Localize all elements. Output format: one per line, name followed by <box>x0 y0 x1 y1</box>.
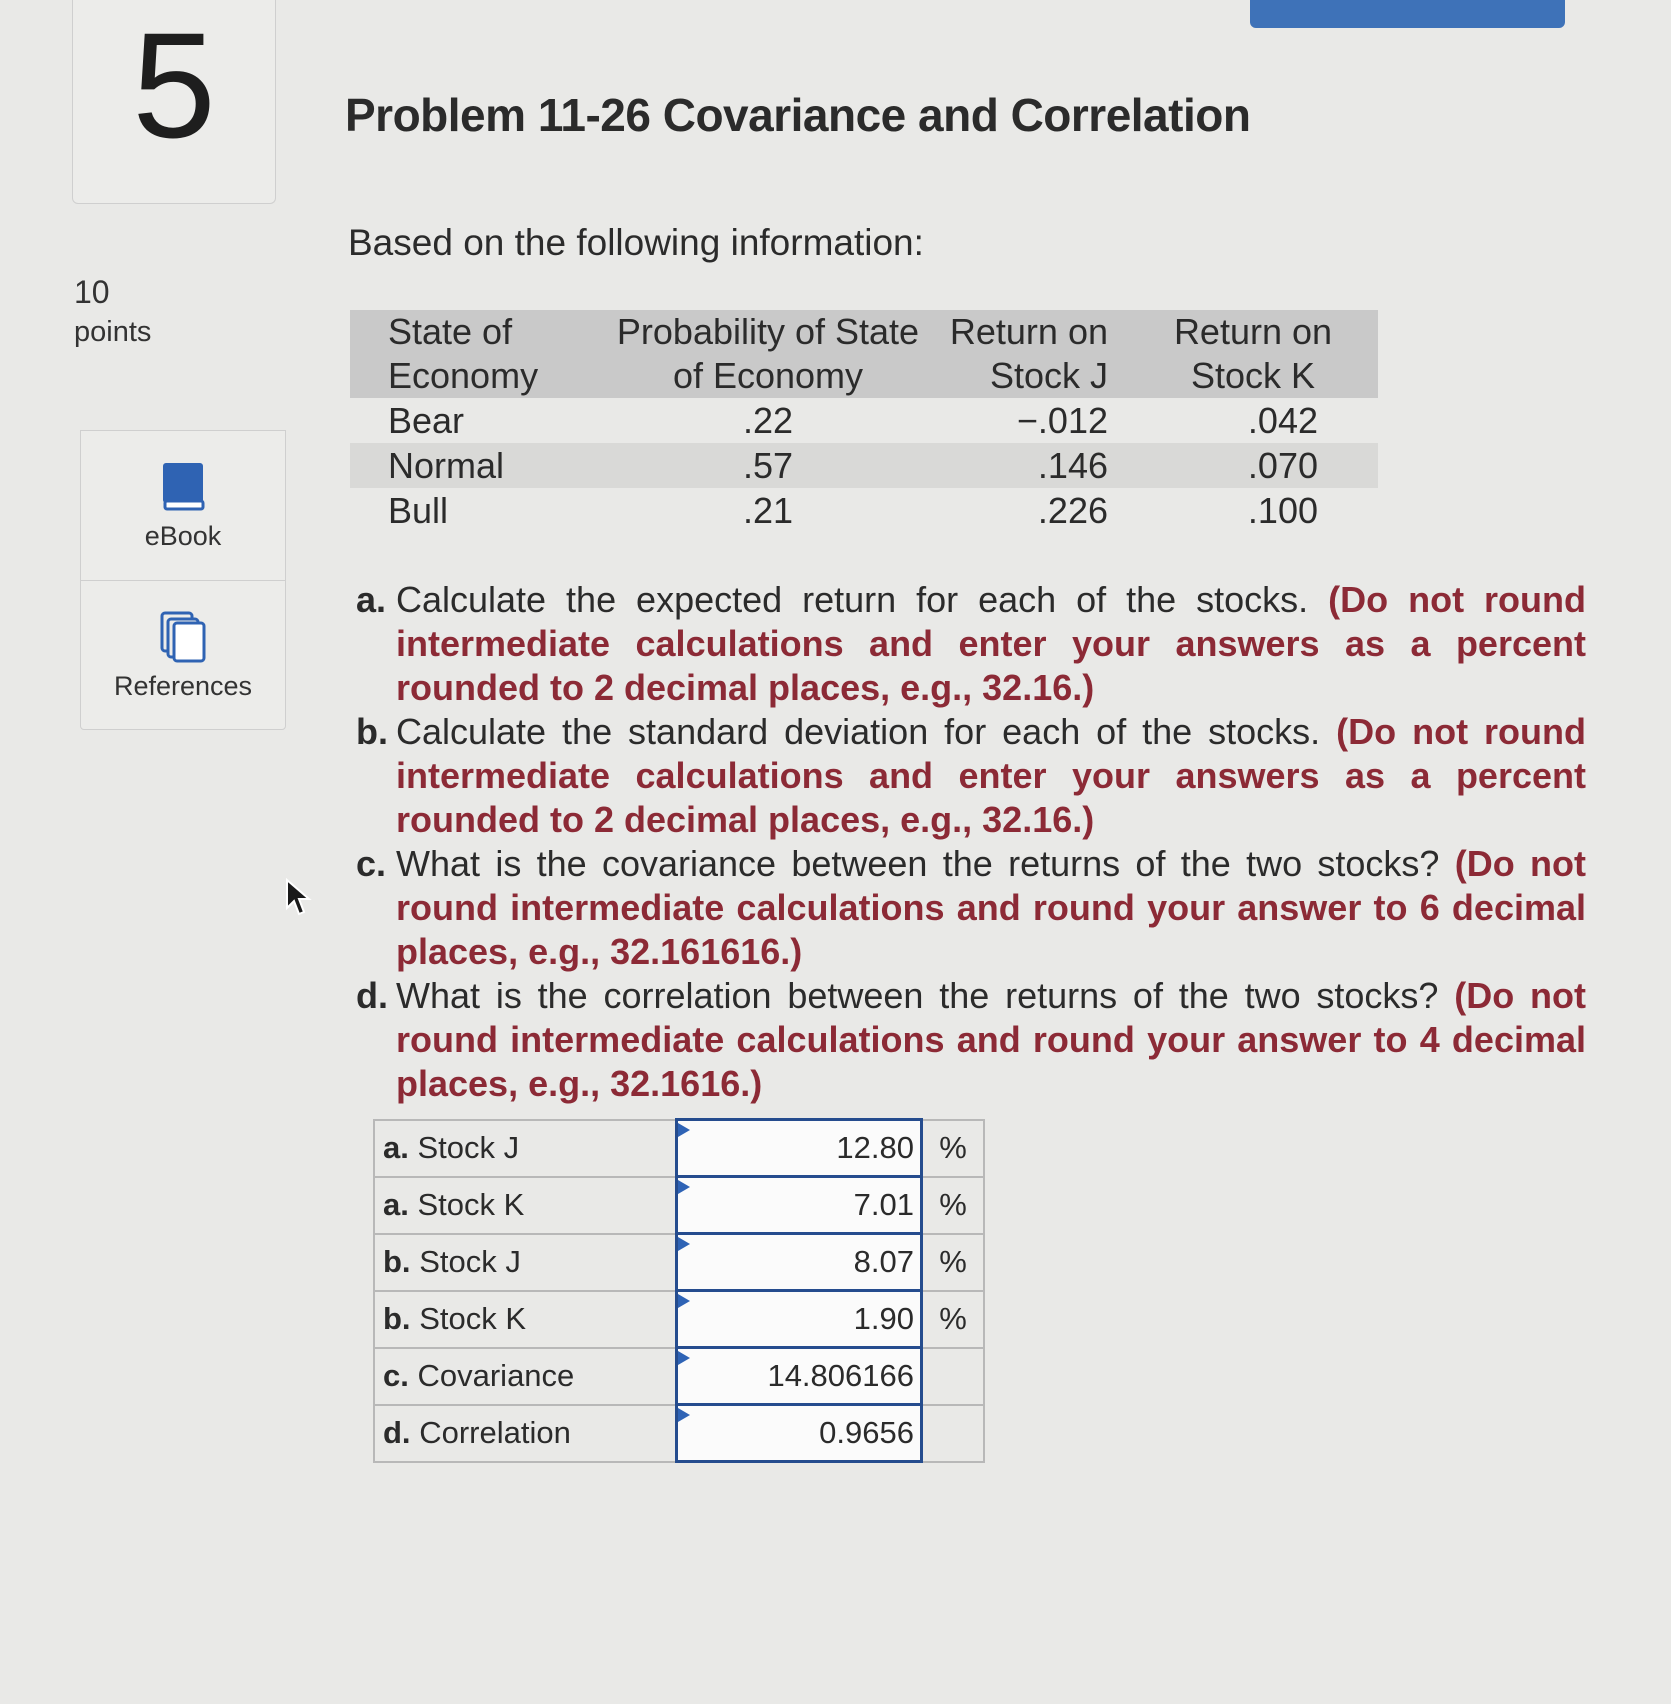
question-item <box>356 842 1586 974</box>
ebook-button[interactable] <box>80 430 286 581</box>
table-row <box>350 443 1378 488</box>
points-label: points <box>74 316 152 348</box>
question-item <box>356 578 1586 710</box>
question-note: (Do not round intermediate calculations and round your answer to 6 decimal places, e.g., 32.161616.) <box>396 843 1586 972</box>
question-text: What is the covariance between the returns of the two stocks? <box>396 843 1440 884</box>
answer-label: b. Stock K <box>374 1291 677 1348</box>
cell-state: Normal <box>350 443 598 488</box>
question-list <box>356 578 1586 1106</box>
question-note: (Do not round intermediate calculations and enter your answers as a percent rounded to 2 decimal places, e.g., 32.16.) <box>396 579 1586 708</box>
header-return-j: Return on Stock J <box>938 310 1128 398</box>
question-number: 5 <box>132 1 216 169</box>
answer-label: a. Stock K <box>374 1177 677 1234</box>
table-row <box>350 488 1378 533</box>
question-number-box <box>72 0 276 204</box>
references-label: References <box>113 671 253 701</box>
check-my-work-button[interactable] <box>1250 0 1565 28</box>
cell-probability: .57 <box>598 443 938 488</box>
answer-unit: % <box>922 1177 985 1234</box>
question-item <box>356 710 1586 842</box>
answer-unit: % <box>922 1291 985 1348</box>
answer-row <box>374 1291 984 1348</box>
answer-input-stock-k-stdev[interactable]: 1.90 <box>677 1291 922 1348</box>
answer-row <box>374 1234 984 1291</box>
answer-input-stock-j-expected[interactable]: 12.80 <box>677 1120 922 1177</box>
question-note: (Do not round intermediate calculations and round your answer to 4 decimal places, e.g., 32.1616.) <box>396 975 1586 1104</box>
ebook-label: eBook <box>144 521 222 551</box>
question-text: Calculate the standard deviation for each of the stocks. <box>396 711 1321 752</box>
cell-return-k: .070 <box>1128 443 1378 488</box>
answer-label: c. Covariance <box>374 1348 677 1405</box>
references-button[interactable] <box>80 580 286 730</box>
answer-unit <box>922 1348 985 1405</box>
answer-label: d. Correlation <box>374 1405 677 1462</box>
cell-return-j: .146 <box>938 443 1128 488</box>
question-note: (Do not round intermediate calculations and enter your answers as a percent rounded to 2 decimal places, e.g., 32.16.) <box>396 711 1586 840</box>
answer-table <box>373 1118 985 1463</box>
answer-input-stock-k-expected[interactable]: 7.01 <box>677 1177 922 1234</box>
answer-unit <box>922 1405 985 1462</box>
book-icon <box>161 461 205 513</box>
problem-title: Problem 11-26 Covariance and Correlation <box>345 89 1251 141</box>
header-state: State of Economy <box>350 310 598 398</box>
cell-return-k: .100 <box>1247 490 1318 531</box>
cell-return-j: −.012 <box>1016 400 1108 441</box>
answer-input-correlation[interactable]: 0.9656 <box>677 1405 922 1462</box>
references-icon <box>160 611 206 663</box>
answer-row <box>374 1405 984 1462</box>
answer-unit: % <box>922 1120 985 1177</box>
header-return-k: Return on Stock K <box>1128 310 1378 398</box>
question-letter: c. <box>356 843 387 884</box>
points-indicator <box>74 272 151 352</box>
question-letter: d. <box>356 975 388 1016</box>
problem-intro: Based on the following information: <box>348 222 924 263</box>
mouse-pointer-icon <box>285 878 313 918</box>
question-item <box>356 974 1586 1106</box>
cell-return-k: .042 <box>1247 400 1318 441</box>
table-header-row <box>350 310 1378 398</box>
question-text: Calculate the expected return for each of the stocks. <box>396 579 1309 620</box>
question-letter: a. <box>356 579 387 620</box>
answer-label: a. Stock J <box>374 1120 677 1177</box>
answer-row <box>374 1348 984 1405</box>
answer-input-stock-j-stdev[interactable]: 8.07 <box>677 1234 922 1291</box>
cell-probability: .22 <box>742 400 794 441</box>
question-text: What is the correlation between the returns of the two stocks? <box>396 975 1439 1016</box>
answer-label: b. Stock J <box>374 1234 677 1291</box>
answer-row <box>374 1120 984 1177</box>
cell-state: Bull <box>388 490 449 531</box>
cell-state: Bear <box>388 400 465 441</box>
points-value: 10 <box>74 274 110 310</box>
table-row <box>350 398 1378 443</box>
header-probability: Probability of State of Economy <box>598 310 938 398</box>
answer-input-covariance[interactable]: 14.806166 <box>677 1348 922 1405</box>
cell-probability: .21 <box>742 490 794 531</box>
economy-info-table <box>350 310 1378 533</box>
answer-unit: % <box>922 1234 985 1291</box>
cell-return-j: .226 <box>1037 490 1108 531</box>
answer-row <box>374 1177 984 1234</box>
question-letter: b. <box>356 711 388 752</box>
